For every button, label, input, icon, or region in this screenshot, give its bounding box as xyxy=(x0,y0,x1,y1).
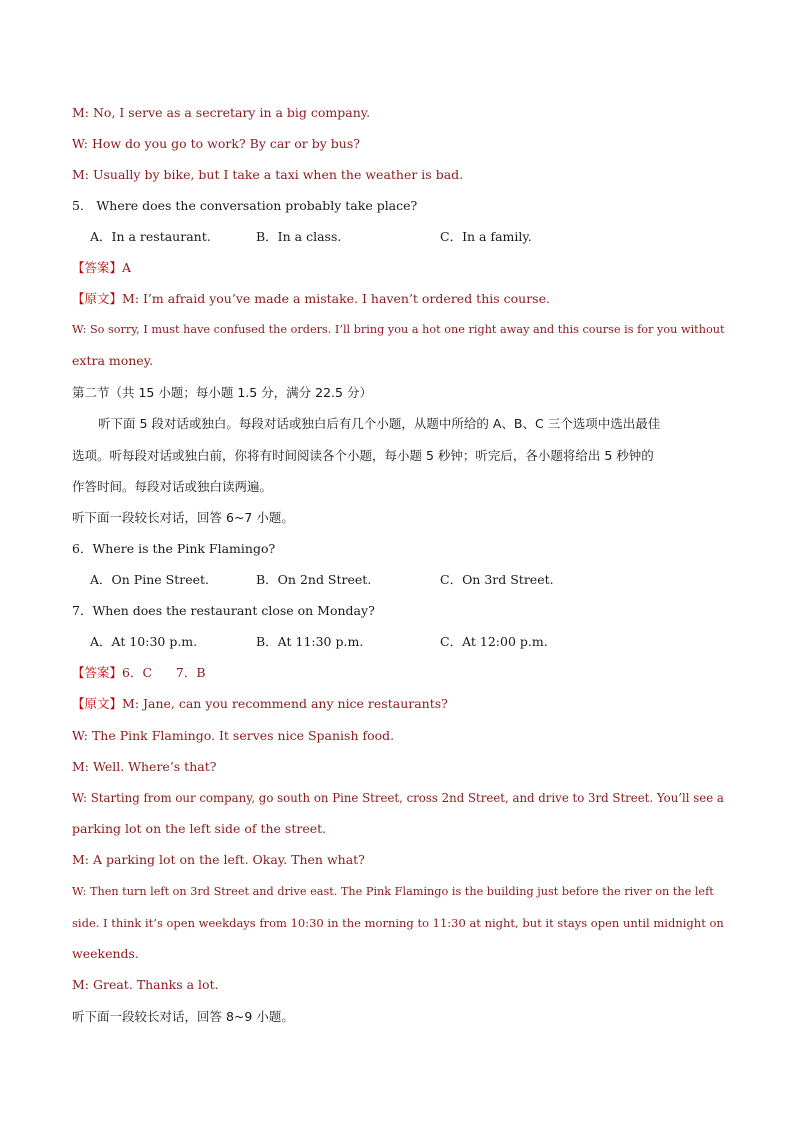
question-7-stem: 7．When does the restaurant close on Monday? xyxy=(72,603,375,618)
q7-option-b: B．At 11:30 p.m. xyxy=(256,634,364,649)
q5-script-m: M: I’m afraid you’ve made a mistake. I haven’t ordered this course. xyxy=(122,291,550,306)
script-6-7-w3b: side. I think it’s open weekdays from 10:30 in the morning to 11:30 at night, but it stays open until midnight on xyxy=(72,916,724,930)
lead-8-9: 听下面一段较长对话，回答 8~9 小题。 xyxy=(72,1009,294,1024)
script-tag: 【原文】 xyxy=(72,696,123,711)
section-2-instruction-3: 作答时间。每段对话或独白读两遍。 xyxy=(72,479,273,494)
answers-6-7: 6．C 7．B xyxy=(122,665,206,680)
q7-option-a: A．At 10:30 p.m. xyxy=(90,634,198,649)
section-2-title: 第二节（共 15 小题；每小题 1.5 分，满分 22.5 分） xyxy=(72,385,372,400)
script-6-7-w2a: W: Starting from our company, go south on Pine Street, cross 2nd Street, and drive to 3rd Street. You’ll see a xyxy=(72,791,724,805)
q5-option-a: A．In a restaurant. xyxy=(90,229,211,244)
q6-option-c: C．On 3rd Street. xyxy=(440,572,554,587)
lead-6-7: 听下面一段较长对话，回答 6~7 小题。 xyxy=(72,510,294,525)
q5-script-w2: extra money. xyxy=(72,353,154,368)
script-6-7-m2: M: Well. Where’s that? xyxy=(72,759,217,774)
q5-option-c: C．In a family. xyxy=(440,229,532,244)
q5-option-b: B．In a class. xyxy=(256,229,342,244)
script-6-7-w3a: W: Then turn left on 3rd Street and drive east. The Pink Flamingo is the building just before the river on the left xyxy=(72,885,714,898)
script-6-7-w3c: weekends. xyxy=(72,946,139,961)
q5-answer-line xyxy=(72,259,724,277)
q7-option-c: C．At 12:00 p.m. xyxy=(440,634,548,649)
dialogue-line: W: How do you go to work? By car or by bus? xyxy=(72,136,360,151)
question-5-stem: 5． Where does the conversation probably take place? xyxy=(72,198,418,213)
question-6-stem: 6．Where is the Pink Flamingo? xyxy=(72,541,276,556)
answers-6-7-line xyxy=(72,664,724,682)
script-6-7-w1: W: The Pink Flamingo. It serves nice Spanish food. xyxy=(72,728,395,743)
script-6-7-m3: M: A parking lot on the left. Okay. Then what? xyxy=(72,852,365,867)
q5-answer: A xyxy=(122,260,132,275)
script-6-7-m4: M: Great. Thanks a lot. xyxy=(72,977,219,992)
script-6-7-m1: M: Jane, can you recommend any nice restaurants? xyxy=(122,696,448,711)
answer-tag: 【答案】 xyxy=(72,260,123,275)
section-2-instruction-2: 选项。听每段对话或独白前，你将有时间阅读各个小题，每小题 5 秒钟；听完后，各小题将给出 5 秒钟的 xyxy=(72,448,654,463)
answer-tag: 【答案】 xyxy=(72,665,123,680)
q6-option-a: A．On Pine Street. xyxy=(90,572,209,587)
script-6-7-w2b: parking lot on the left side of the street. xyxy=(72,821,327,836)
dialogue-line: M: Usually by bike, but I take a taxi when the weather is bad. xyxy=(72,167,464,182)
section-2-instruction-1: 听下面 5 段对话或独白。每段对话或独白后有几个小题，从题中所给的 A、B、C 三个选项中选出最佳 xyxy=(98,416,661,431)
dialogue-line: M: No, I serve as a secretary in a big company. xyxy=(72,105,371,120)
q5-script-w1: W: So sorry, I must have confused the orders. I’ll bring you a hot one right away and this course is for you without xyxy=(72,323,725,336)
script-tag: 【原文】 xyxy=(72,291,123,306)
q5-script-line xyxy=(72,290,724,308)
q6-option-b: B．On 2nd Street. xyxy=(256,572,372,587)
script-6-7-line xyxy=(72,695,724,713)
